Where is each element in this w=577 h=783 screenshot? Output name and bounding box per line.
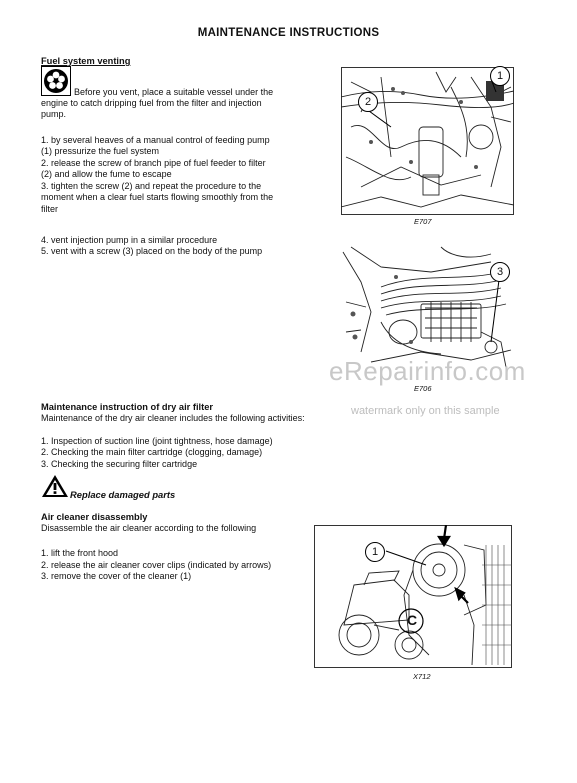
fuel-step3-line3: filter bbox=[41, 204, 59, 214]
dry-air-intro: Maintenance of the dry air cleaner includes the following activities: bbox=[41, 413, 305, 423]
figure-caption-e706: E706 bbox=[414, 384, 432, 393]
fuel-intro-line1: Before you vent, place a suitable vessel under the bbox=[74, 87, 274, 97]
air-cleaner-step3: 3. remove the cover of the cleaner (1) bbox=[41, 571, 192, 581]
dry-air-item2: 2. Checking the main filter cartridge (clogging, damage) bbox=[41, 447, 263, 457]
fuel-intro-line3: pump. bbox=[41, 109, 67, 119]
air-cleaner-heading: Air cleaner disassembly bbox=[41, 512, 148, 522]
fuel-step3-line2: moment when a clear fuel starts flowing smoothly from the bbox=[41, 192, 274, 202]
fuel-step1-line1: 1. by several heaves of a manual control of feeding pump bbox=[41, 135, 270, 145]
page-title: MAINTENANCE INSTRUCTIONS bbox=[197, 27, 380, 39]
watermark-main: eRepairinfo.com bbox=[329, 356, 526, 386]
callout-1: 1 bbox=[490, 66, 510, 86]
figure-caption-e707: E707 bbox=[414, 217, 432, 226]
air-cleaner-intro: Disassemble the air cleaner according to the following bbox=[41, 523, 257, 533]
fuel-step2-line1: 2. release the screw of branch pipe of fuel feeder to filter bbox=[41, 158, 266, 168]
callout-2: 2 bbox=[358, 92, 378, 112]
figure-caption-x712: X712 bbox=[413, 672, 431, 681]
fuel-intro-line2: engine to catch dripping fuel from the filter and injection bbox=[41, 98, 262, 108]
dry-air-heading: Maintenance instruction of dry air filter bbox=[41, 402, 214, 412]
fuel-step5: 5. vent with a screw (3) placed on the body of the pump bbox=[41, 246, 263, 256]
callout-3: 3 bbox=[490, 262, 510, 282]
dry-air-item3: 3. Checking the securing filter cartridge bbox=[41, 459, 198, 469]
environment-icon bbox=[41, 66, 71, 96]
figure-air-cleaner bbox=[314, 525, 512, 668]
fuel-step2-line2: (2) and allow the fume to escape bbox=[41, 169, 172, 179]
air-cleaner-step1: 1. lift the front hood bbox=[41, 548, 119, 558]
air-cleaner-step2: 2. release the air cleaner cover clips (indicated by arrows) bbox=[41, 560, 272, 570]
watermark-sub: watermark only on this sample bbox=[351, 405, 500, 417]
fuel-step3-line1: 3. tighten the screw (2) and repeat the procedure to the bbox=[41, 181, 262, 191]
warning-text: Replace damaged parts bbox=[70, 489, 176, 500]
fuel-section-heading: Fuel system venting bbox=[41, 56, 131, 66]
callout-c: C bbox=[406, 612, 418, 628]
dry-air-item1: 1. Inspection of suction line (joint tightness, hose damage) bbox=[41, 436, 273, 446]
figure-fuel-filter bbox=[341, 67, 514, 215]
fuel-step1-line2: (1) pressurize the fuel system bbox=[41, 146, 160, 156]
fuel-step4: 4. vent injection pump in a similar procedure bbox=[41, 235, 218, 245]
warning-icon bbox=[41, 474, 69, 498]
callout-1-air-cleaner: 1 bbox=[365, 542, 385, 562]
